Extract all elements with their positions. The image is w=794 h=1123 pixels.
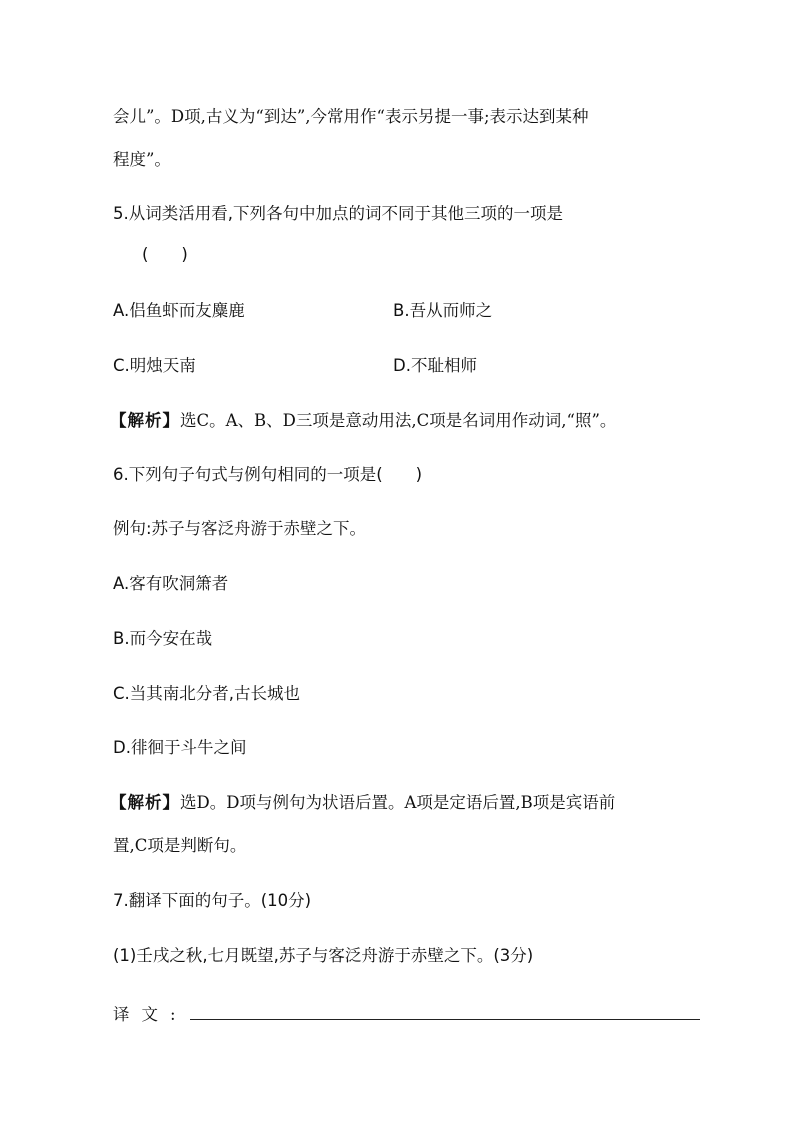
question-5-option-c: C.明烛天南	[113, 356, 196, 375]
question-7-sub-1: (1)壬戌之秋,七月既望,苏子与客泛舟游于赤壁之下。(3分)	[113, 946, 534, 965]
question-5-option-a: A.侣鱼虾而友麋鹿	[113, 301, 245, 320]
question-6-analysis-line-1	[110, 792, 615, 814]
question-6-example: 例句:苏子与客泛舟游于赤壁之下。	[113, 519, 367, 538]
question-6-analysis-line-2: 置,C项是判断句。	[113, 836, 247, 855]
question-7-stem: 7.翻译下面的句子。(10分)	[113, 891, 312, 910]
analysis-tag: 【解析】	[110, 411, 180, 430]
question-5-answer-paren: ( )	[142, 245, 188, 264]
translation-label: 译文:	[113, 1005, 188, 1024]
prev-answer-line-2: 程度”。	[113, 150, 171, 169]
question-5-option-d: D.不耻相师	[393, 356, 477, 375]
analysis-text: 选C。A、B、D三项是意动用法,C项是名词用作动词,“照”。	[180, 411, 617, 430]
question-6-option-b: B.而今安在哉	[113, 629, 213, 648]
question-5-analysis	[110, 410, 616, 432]
translation-answer-blank[interactable]	[190, 1002, 700, 1020]
question-5-stem: 5.从词类活用看,下列各句中加点的词不同于其他三项的一项是	[113, 204, 563, 223]
analysis-text: 选D。D项与例句为状语后置。A项是定语后置,B项是宾语前	[180, 793, 616, 812]
question-5-option-b: B.吾从而师之	[393, 301, 493, 320]
question-6-option-c: C.当其南北分者,古长城也	[113, 684, 301, 703]
question-6-option-d: D.徘徊于斗牛之间	[113, 738, 247, 757]
translation-answer-row	[113, 1002, 700, 1026]
question-6-option-a: A.客有吹洞箫者	[113, 574, 229, 593]
question-6-stem: 6.下列句子句式与例句相同的一项是( )	[113, 465, 423, 484]
prev-answer-line-1: 会儿”。D项,古义为“到达”,今常用作“表示另提一事;表示达到某种	[113, 107, 589, 126]
analysis-tag: 【解析】	[110, 793, 180, 812]
